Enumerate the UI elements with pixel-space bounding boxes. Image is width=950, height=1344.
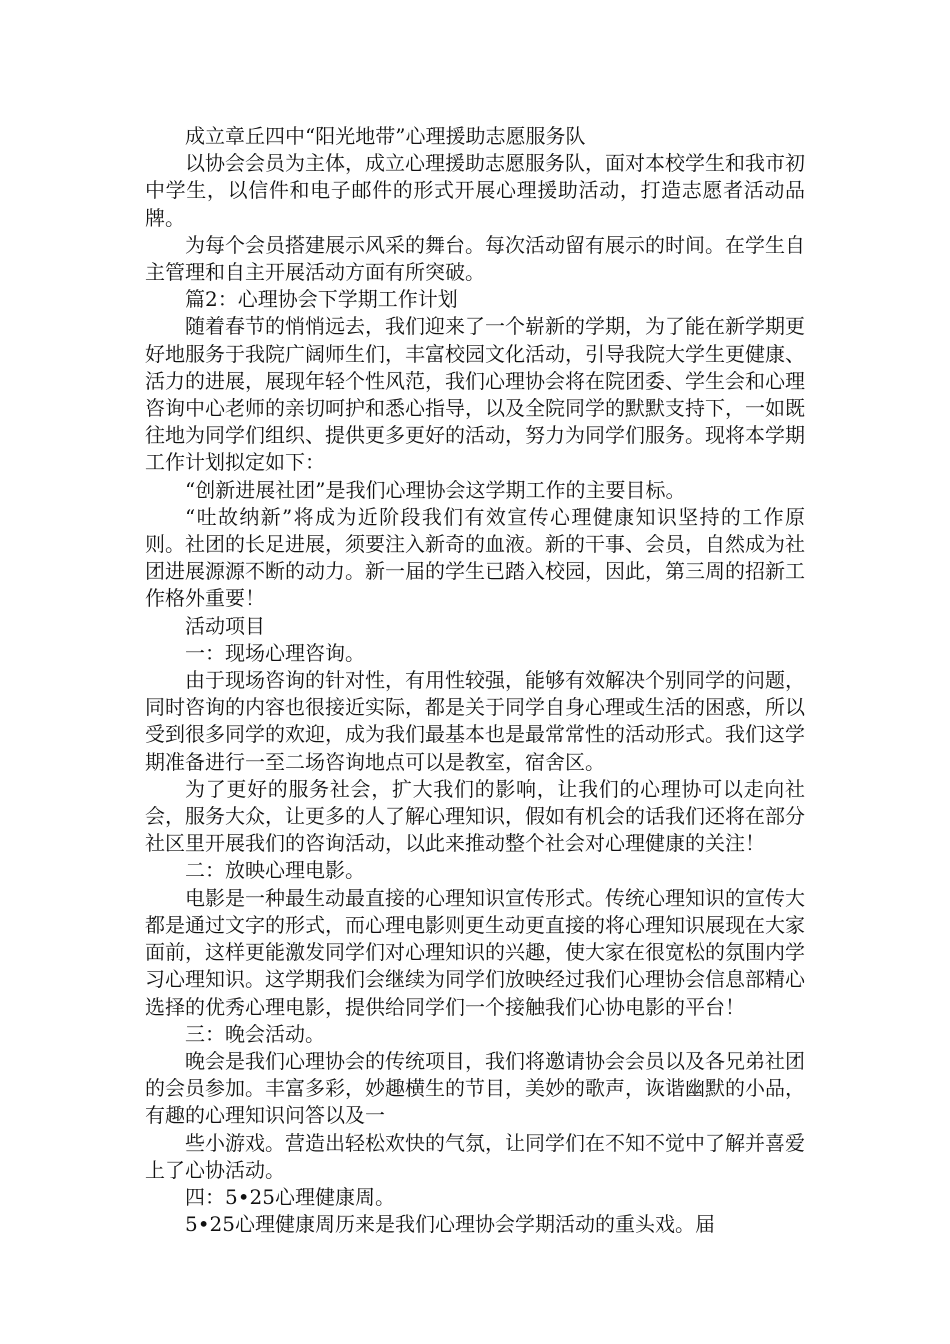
paragraph: 由于现场咨询的针对性，有用性较强，能够有效解决个别同学的问题，同时咨询的内容也很接近实际，都是关于同学自身心理或生活的困惑，所以受到很多同学的欢迎，成为我们最基本也是最常常性的活动形式。我们这学期准备进行一至二场咨询地点可以是教室，宿舍区。	[145, 668, 805, 774]
paragraph: 些小游戏。营造出轻松欢快的气氛，让同学们在不知不觉中了解并喜爱上了心协活动。	[145, 1130, 805, 1182]
section-heading: 篇2：心理协会下学期工作计划	[185, 287, 458, 312]
subheading: 活动项目	[185, 613, 265, 638]
paragraph: 成立章丘四中“阳光地带”心理援助志愿服务队	[185, 124, 586, 148]
paragraph: 电影是一种最生动最直接的心理知识宣传形式。传统心理知识的宣传大都是通过文字的形式，而心理电影则更生动更直接的将心理知识展现在大家面前，这样更能激发同学们对心理知识的兴趣，使大家在很宽松的氛围内学习心理知识。这学期我们会继续为同学们放映经过我们心理协会信息部精心选择的优秀心理电影，提供给同学们一个接触我们心协电影的平台！	[145, 885, 805, 1019]
document-body	[145, 123, 805, 1238]
paragraph: 以协会会员为主体，成立心理援助志愿服务队，面对本校学生和我市初中学生，以信件和电子邮件的形式开展心理援助活动，打造志愿者活动品牌。	[145, 151, 805, 230]
paragraph: 晚会是我们心理协会的传统项目，我们将邀请协会会员以及各兄弟社团的会员参加。丰富多彩，妙趣横生的节目，美妙的歌声，诙谐幽默的小品，有趣的心理知识问答以及一	[145, 1048, 805, 1128]
item-heading: 三：晚会活动。	[185, 1021, 325, 1046]
paragraph: 为了更好的服务社会，扩大我们的影响，让我们的心理协可以走向社会，服务大众，让更多的人了解心理知识，假如有机会的话我们还将在部分社区里开展我们的咨询活动，以此来推动整个社会对心理健康的关注！	[145, 776, 805, 856]
paragraph: “创新进展社团”是我们心理协会这学期工作的主要目标。	[185, 477, 686, 502]
paragraph: “吐故纳新”将成为近阶段我们有效宣传心理健康知识坚持的工作原则。社团的长足进展，须要注入新奇的血液。新的干事、会员，自然成为社团进展源源不断的动力。新一届的学生已踏入校园，因此，第三周的招新工作格外重要！	[145, 504, 805, 611]
paragraph: 随着春节的悄悄远去，我们迎来了一个崭新的学期，为了能在新学期更好地服务于我院广阔师生们，丰富校园文化活动，引导我院大学生更健康、活力的进展，展现年轻个性风范，我们心理协会将在院团委、学生会和心理咨询中心老师的亲切呵护和悉心指导，以及全院同学的默默支持下，一如既往地为同学们组织、提供更多更好的活动，努力为同学们服务。现将本学期工作计划拟定如下：	[145, 314, 805, 475]
paragraph: 5•25心理健康周历来是我们心理协会学期活动的重头戏。届	[185, 1212, 715, 1237]
paragraph: 为每个会员搭建展示风采的舞台。每次活动留有展示的时间。在学生自主管理和自主开展活动方面有所突破。	[145, 232, 805, 285]
item-heading: 一：现场心理咨询。	[185, 640, 365, 665]
item-heading: 四：5•25心理健康周。	[185, 1184, 395, 1209]
item-heading: 二：放映心理电影。	[185, 858, 365, 883]
